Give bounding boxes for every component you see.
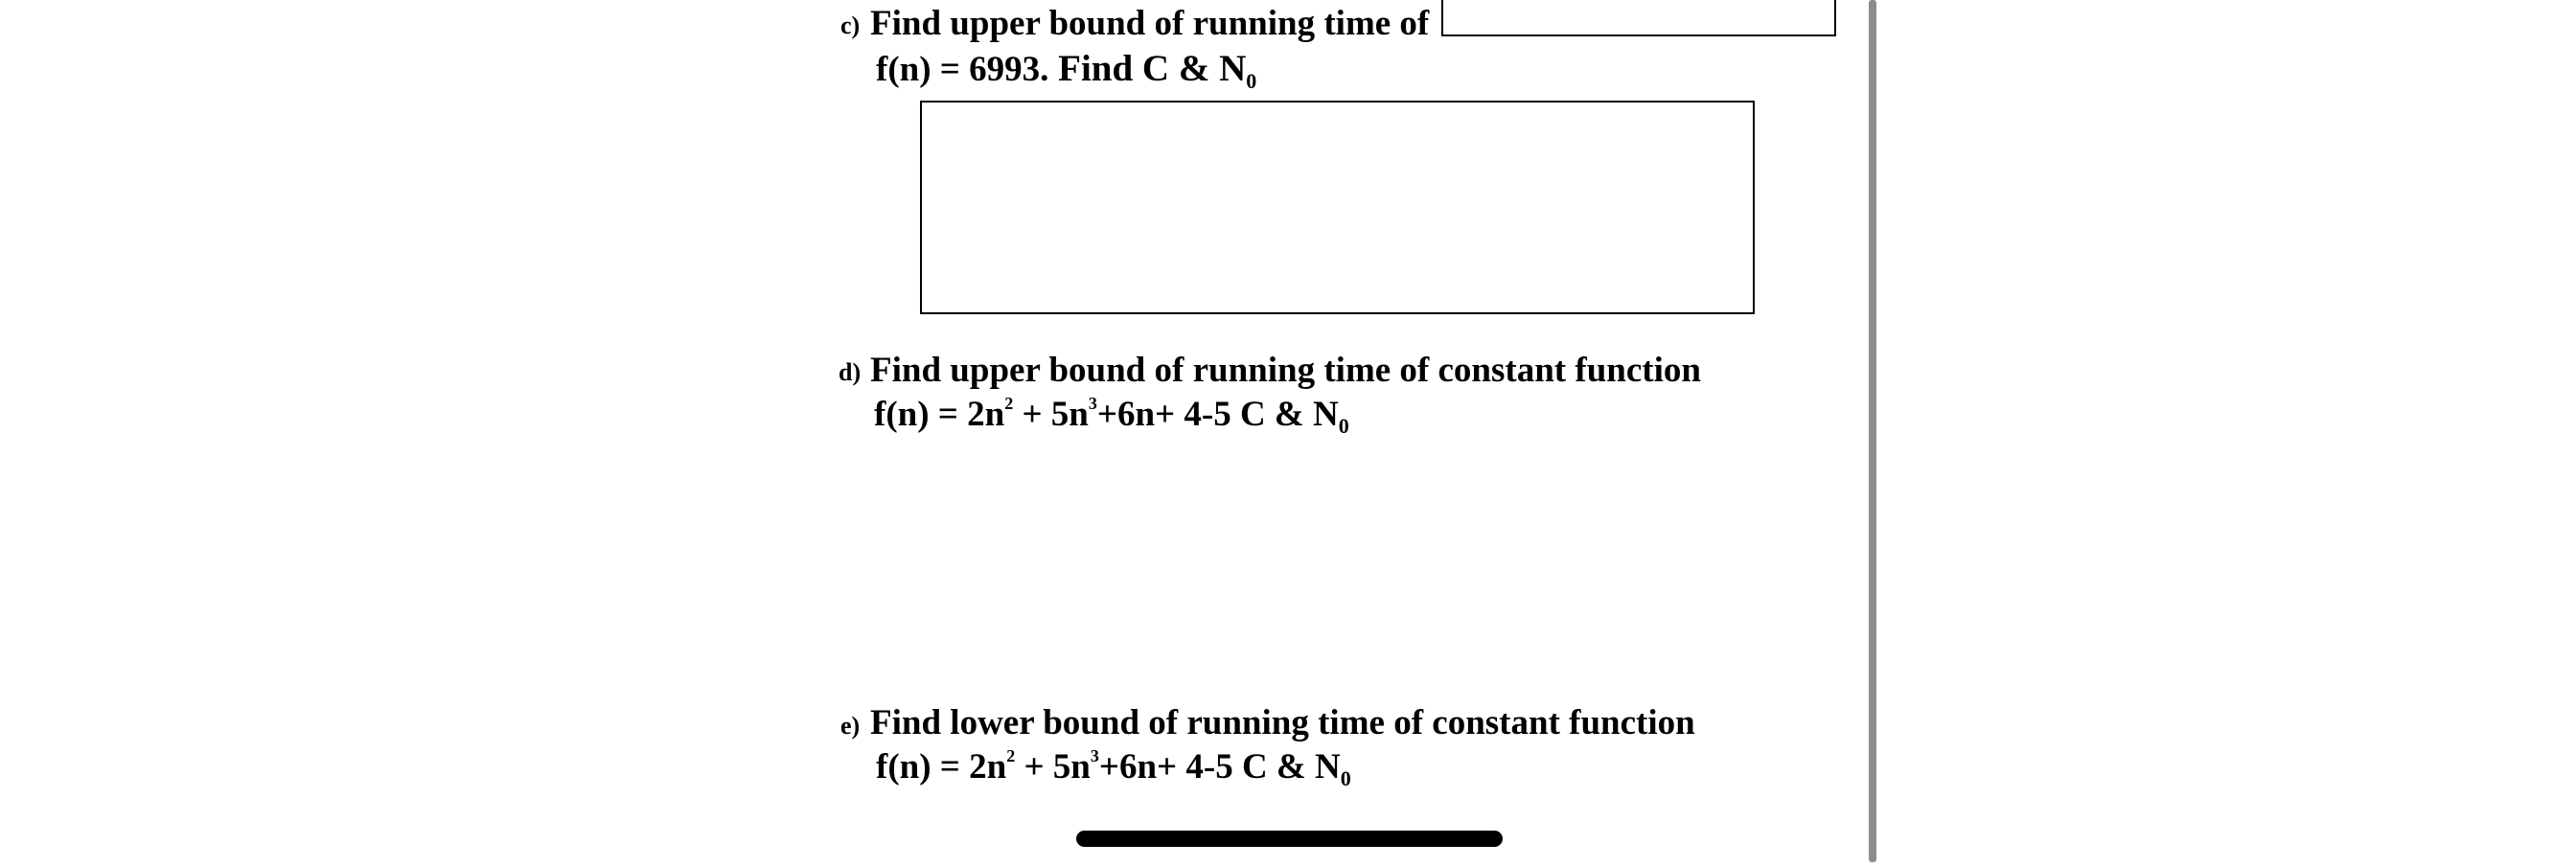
question-letter: e)	[840, 712, 861, 740]
formula-part: f(n) = 2n	[874, 395, 1005, 434]
formula-part: +6n+ 4-5 C & N	[1098, 747, 1341, 787]
answer-box-inline[interactable]	[1441, 0, 1836, 36]
question-prompt: Find lower bound of running time of constant function	[870, 703, 1695, 742]
vertical-scrollbar[interactable]	[1869, 0, 1876, 862]
formula-part: f(n) = 2n	[876, 747, 1007, 787]
formula-exponent: 3	[1088, 394, 1097, 413]
formula-lhs: f(n) = 6993.	[876, 50, 1049, 89]
formula-subscript: 0	[1246, 69, 1257, 93]
formula-part: + 5n	[1013, 395, 1089, 434]
home-indicator[interactable]	[1076, 831, 1503, 847]
formula-exponent: 2	[1006, 746, 1016, 765]
formula-part: +6n+ 4-5 C & N	[1096, 395, 1339, 434]
question-prompt: Find upper bound of running time of	[870, 4, 1430, 43]
formula-exponent: 3	[1090, 746, 1099, 765]
formula-tail: Find C & N	[1048, 48, 1247, 89]
formula-subscript: 0	[1340, 766, 1351, 790]
question-letter: c)	[840, 11, 861, 39]
question-prompt: Find upper bound of running time of constant function	[870, 351, 1701, 390]
formula-exponent: 2	[1004, 394, 1014, 413]
question-letter: d)	[839, 358, 862, 386]
answer-box[interactable]	[920, 101, 1755, 314]
formula	[874, 394, 1349, 438]
formula	[876, 48, 1257, 93]
formula-subscript: 0	[1338, 414, 1349, 438]
formula	[876, 746, 1351, 790]
formula-part: + 5n	[1015, 747, 1091, 787]
